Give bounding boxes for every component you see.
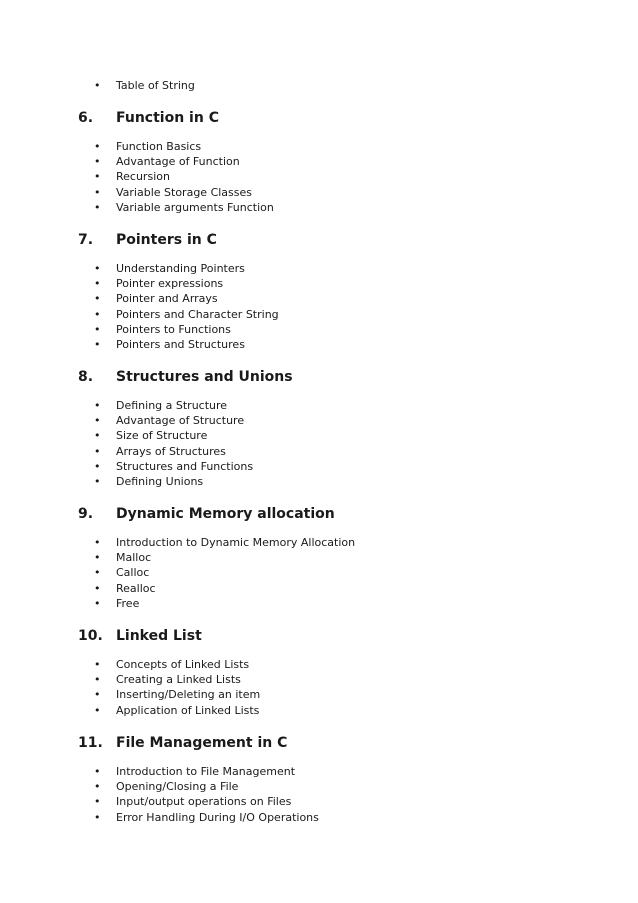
list-item-text: Advantage of Structure bbox=[116, 414, 245, 428]
bullet-icon: • bbox=[94, 277, 101, 291]
list-item bbox=[0, 687, 560, 702]
list-item bbox=[0, 154, 560, 169]
list-item-text: Opening/Closing a File bbox=[116, 780, 239, 794]
list-item-text: Recursion bbox=[116, 170, 170, 184]
list-item-text: Calloc bbox=[116, 566, 150, 580]
list-item bbox=[0, 779, 560, 794]
list-item-text: Advantage of Function bbox=[116, 155, 240, 169]
section-title: Structures and Unions bbox=[116, 369, 293, 385]
bullet-icon: • bbox=[94, 337, 101, 351]
bullet-icon: • bbox=[94, 429, 101, 443]
list-item-text: Introduction to Dynamic Memory Allocation bbox=[116, 536, 356, 549]
list-item bbox=[0, 169, 560, 184]
bullet-icon: • bbox=[94, 581, 101, 595]
section-number: 10. bbox=[78, 628, 103, 644]
list-item-text: Realloc bbox=[116, 581, 156, 595]
list-item bbox=[0, 444, 560, 459]
intro-list bbox=[0, 78, 560, 93]
list-item bbox=[0, 185, 560, 200]
section-title: Pointers in C bbox=[116, 232, 217, 248]
section-number: 6. bbox=[78, 110, 94, 126]
list-item-text: Free bbox=[116, 596, 140, 610]
bullet-icon: • bbox=[94, 596, 101, 610]
bullet-icon: • bbox=[94, 673, 101, 687]
bullet-icon: • bbox=[94, 780, 101, 794]
bullet-icon: • bbox=[94, 322, 101, 336]
list-item-text: Table of String bbox=[116, 79, 195, 92]
list-item-text: Pointers and Character String bbox=[116, 307, 279, 321]
section-list bbox=[0, 764, 560, 825]
bullet-icon: • bbox=[94, 703, 101, 717]
list-item-text: Function Basics bbox=[116, 140, 202, 153]
list-item-text: Pointers to Functions bbox=[116, 322, 231, 336]
bullet-icon: • bbox=[94, 185, 101, 199]
bullet-icon: • bbox=[94, 658, 101, 671]
list-item bbox=[0, 581, 560, 596]
bullet-icon: • bbox=[94, 810, 101, 824]
list-item bbox=[0, 139, 560, 154]
bullet-icon: • bbox=[94, 155, 101, 169]
section-title: File Management in C bbox=[116, 735, 288, 751]
list-item bbox=[0, 261, 560, 276]
list-item bbox=[0, 337, 560, 352]
list-item-text: Malloc bbox=[116, 551, 152, 565]
list-item bbox=[0, 764, 560, 779]
bullet-icon: • bbox=[94, 474, 101, 488]
list-item bbox=[0, 428, 560, 443]
bullet-icon: • bbox=[94, 307, 101, 321]
list-item bbox=[0, 535, 560, 550]
section-list bbox=[0, 139, 560, 215]
list-item bbox=[0, 78, 560, 93]
list-item-text: Pointer and Arrays bbox=[116, 292, 218, 306]
section-title: Dynamic Memory allocation bbox=[116, 506, 335, 522]
list-item-text: Creating a Linked Lists bbox=[116, 673, 241, 687]
section-list bbox=[0, 657, 560, 718]
list-item-text: Introduction to File Management bbox=[116, 765, 296, 778]
bullet-icon: • bbox=[94, 292, 101, 306]
list-item-text: Pointer expressions bbox=[116, 277, 224, 291]
list-item bbox=[0, 703, 560, 718]
list-item-text: Pointers and Structures bbox=[116, 337, 245, 351]
list-item bbox=[0, 565, 560, 580]
list-item bbox=[0, 657, 560, 672]
list-item bbox=[0, 550, 560, 565]
section-number: 11. bbox=[78, 735, 103, 751]
section-number: 7. bbox=[78, 232, 94, 248]
bullet-icon: • bbox=[94, 765, 101, 778]
bullet-icon: • bbox=[94, 566, 101, 580]
list-item-text: Understanding Pointers bbox=[116, 262, 245, 275]
list-item bbox=[0, 459, 560, 474]
bullet-icon: • bbox=[94, 444, 101, 458]
section-list bbox=[0, 398, 560, 489]
bullet-icon: • bbox=[94, 170, 101, 184]
list-item-text: Error Handling During I/O Operations bbox=[116, 810, 319, 824]
bullet-icon: • bbox=[94, 688, 101, 702]
list-item-text: Input/output operations on Files bbox=[116, 795, 292, 809]
list-item bbox=[0, 291, 560, 306]
list-item bbox=[0, 810, 560, 825]
section-title: Linked List bbox=[116, 628, 202, 644]
list-item bbox=[0, 794, 560, 809]
list-item-text: Concepts of Linked Lists bbox=[116, 658, 250, 671]
list-item bbox=[0, 398, 560, 413]
section-list bbox=[0, 535, 560, 611]
section-number: 8. bbox=[78, 369, 94, 385]
bullet-icon: • bbox=[94, 551, 101, 565]
list-item-text: Variable Storage Classes bbox=[116, 185, 253, 199]
bullet-icon: • bbox=[94, 414, 101, 428]
list-item bbox=[0, 200, 560, 215]
list-item bbox=[0, 322, 560, 337]
list-item bbox=[0, 672, 560, 687]
list-item-text: Arrays of Structures bbox=[116, 444, 226, 458]
list-item-text: Defining a Structure bbox=[116, 399, 228, 412]
list-item-text: Variable arguments Function bbox=[116, 200, 274, 214]
bullet-icon: • bbox=[94, 262, 101, 275]
list-item bbox=[0, 276, 560, 291]
list-item-text: Structures and Functions bbox=[116, 459, 254, 473]
list-item-text: Application of Linked Lists bbox=[116, 703, 260, 717]
section-title: Function in C bbox=[116, 110, 219, 126]
section-number: 9. bbox=[78, 506, 94, 522]
list-item-text: Size of Structure bbox=[116, 429, 208, 443]
bullet-icon: • bbox=[94, 399, 101, 412]
bullet-icon: • bbox=[94, 140, 101, 153]
list-item bbox=[0, 307, 560, 322]
bullet-icon: • bbox=[94, 459, 101, 473]
bullet-icon: • bbox=[94, 536, 101, 549]
list-item-text: Defining Unions bbox=[116, 474, 204, 488]
bullet-icon: • bbox=[94, 795, 101, 809]
bullet-icon: • bbox=[94, 79, 101, 92]
bullet-icon: • bbox=[94, 200, 101, 214]
list-item-text: Inserting/Deleting an item bbox=[116, 688, 261, 702]
section-list bbox=[0, 261, 560, 352]
list-item bbox=[0, 596, 560, 611]
list-item bbox=[0, 413, 560, 428]
list-item bbox=[0, 474, 560, 489]
